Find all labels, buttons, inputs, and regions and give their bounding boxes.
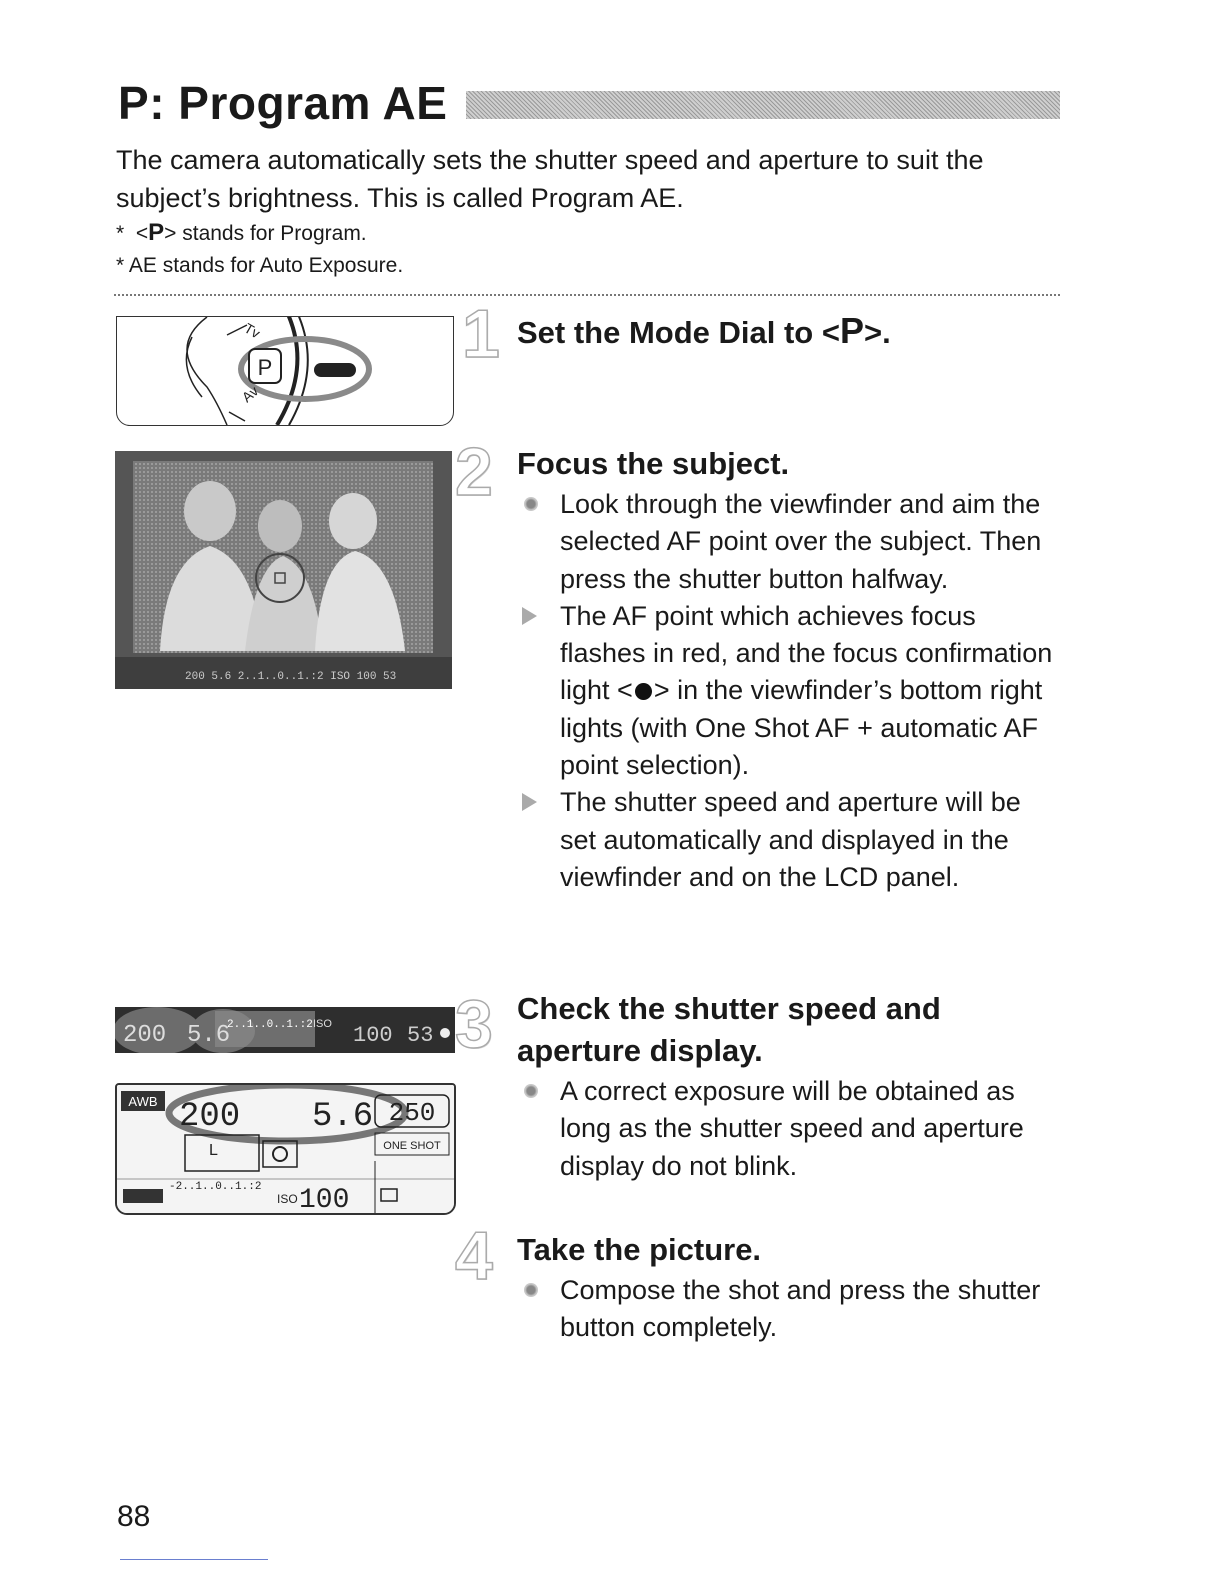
list-item: A correct exposure will be obtained as long as the shutter speed and aperture display do not blink.: [520, 1073, 1060, 1185]
step-2-heading: Focus the subject.: [517, 446, 790, 481]
svg-text:2..1..0..1.:2: 2..1..0..1.:2: [227, 1019, 313, 1031]
svg-text:ISO: ISO: [313, 1018, 332, 1030]
step-3-list: [520, 1073, 1060, 1185]
lcd-panel-illustration: [115, 1083, 456, 1215]
step-2-list: [520, 486, 1060, 896]
result-arrow-icon: [522, 607, 537, 625]
page-number: 88: [117, 1500, 151, 1533]
focus-confirmation-icon: [635, 683, 652, 700]
intro-paragraph: The camera automatically sets the shutter speed and aperture to suit the subject’s brightness. This is called Program AE.: [116, 145, 984, 213]
svg-text:-2..1..0..1.:2: -2..1..0..1.:2: [169, 1181, 262, 1193]
viewfinder-readout: [115, 1007, 455, 1053]
list-item: Compose the shot and press the shutter button completely.: [520, 1272, 1060, 1347]
section-divider: [114, 294, 1060, 296]
svg-text:5.6: 5.6: [187, 1022, 231, 1049]
title-decoration-bar: [466, 91, 1060, 119]
svg-text:5.6: 5.6: [312, 1098, 374, 1136]
step-number-3: 3: [455, 986, 493, 1062]
svg-text:P: P: [257, 355, 273, 380]
svg-text:L: L: [209, 1142, 218, 1159]
footer-line: [120, 1559, 268, 1560]
svg-text:Av: Av: [238, 382, 262, 406]
bullet-icon: [524, 1084, 538, 1098]
mode-dial-illustration: [116, 316, 454, 426]
result-arrow-icon: [522, 793, 537, 811]
viewfinder-scene-image: [115, 451, 452, 689]
page-title: [118, 76, 447, 130]
bullet-icon: [524, 1283, 538, 1297]
list-item: The shutter speed and aperture will be set automatically and displayed in the viewfinder and on the LCD panel.: [520, 784, 1060, 896]
svg-text:Tv: Tv: [241, 319, 263, 342]
svg-text:100: 100: [299, 1185, 350, 1213]
list-item: The AF point which achieves focus flashes in red, and the focus confirmation light < > in the viewfinder’s bottom right lights (with One Shot AF + automatic AF point selection).: [520, 598, 1060, 784]
viewfinder-photo: [115, 451, 452, 689]
lcd-panel-readout: [117, 1085, 454, 1213]
svg-text:ONE SHOT: ONE SHOT: [383, 1140, 441, 1152]
step-3-heading: Check the shutter speed and aperture display.: [517, 991, 941, 1068]
svg-text:200 5.6 2..1..0..1.:2 ISO 1: 200 5.6 2..1..0..1.:2 ISO 100 53: [185, 671, 397, 683]
title-text: : Program AE: [149, 77, 448, 129]
list-item: Look through the viewfinder and aim the selected AF point over the subject. Then press the shutter button halfway.: [520, 486, 1060, 598]
step-number-2: 2: [455, 434, 493, 510]
note-auto-exposure: * AE stands for Auto Exposure.: [116, 254, 404, 277]
bullet-icon: [524, 497, 538, 511]
step-number-1: 1: [462, 296, 500, 372]
svg-text:AWB: AWB: [128, 1094, 158, 1109]
mode-letter: P: [118, 77, 150, 129]
svg-text:200: 200: [179, 1098, 241, 1136]
svg-text:250: 250: [388, 1098, 436, 1128]
mode-dial-icon: [117, 317, 453, 425]
step-4-list: [520, 1272, 1060, 1347]
step-4-heading: Take the picture.: [517, 1232, 762, 1267]
svg-text:53: 53: [407, 1023, 434, 1048]
svg-text:100: 100: [353, 1023, 393, 1048]
step-number-4: 4: [455, 1218, 493, 1294]
step-1-heading: Set the Mode Dial to <P>.: [517, 310, 891, 351]
note-program: * <P> stands for Program.: [116, 219, 367, 246]
viewfinder-info-bar: [115, 1007, 455, 1053]
svg-text:200: 200: [123, 1022, 167, 1049]
svg-text:ISO: ISO: [277, 1192, 298, 1206]
